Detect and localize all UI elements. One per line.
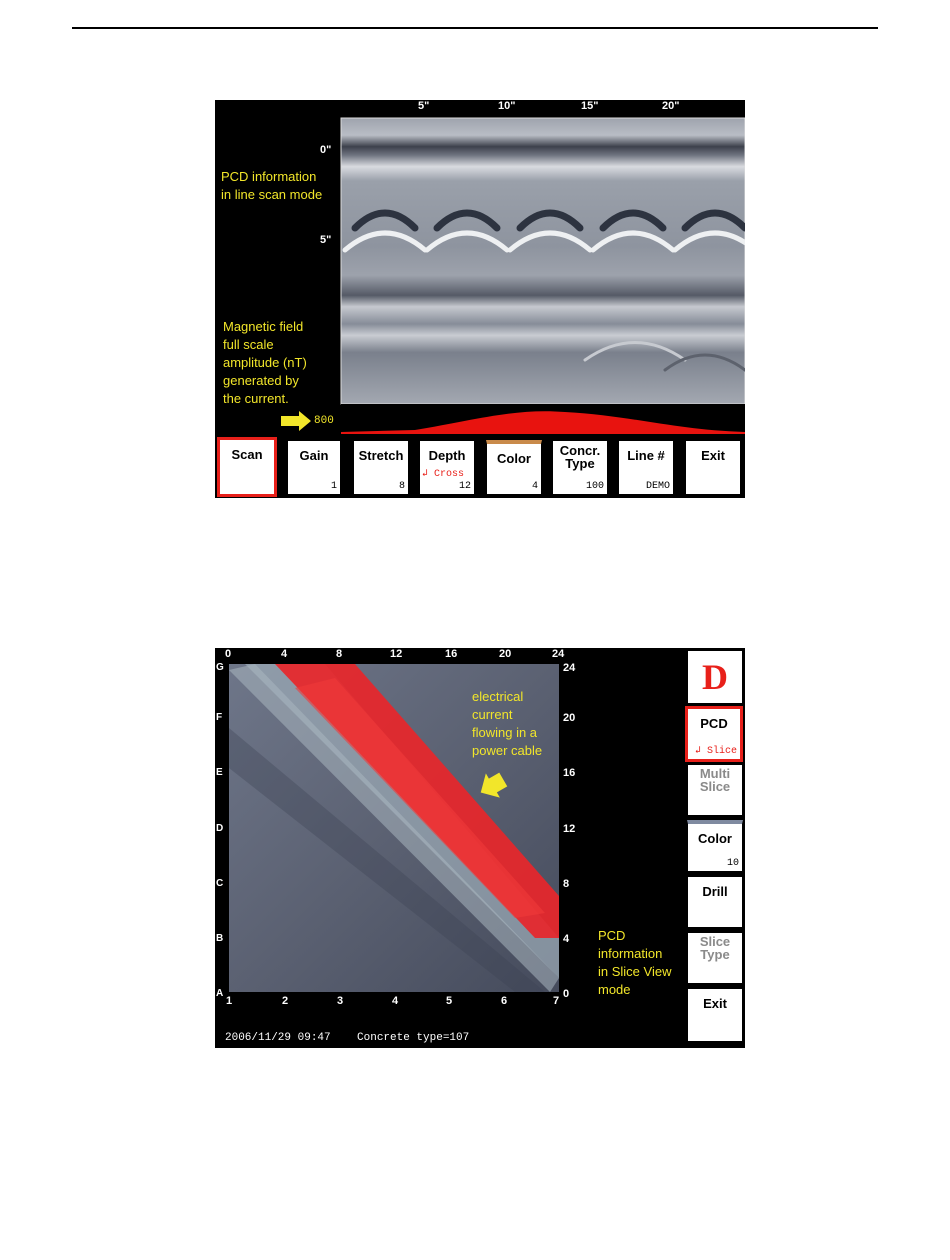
left-tick-f: F [216, 712, 223, 723]
pcd-slice-view-annotation: PCD information in Slice View mode [598, 928, 672, 997]
header-rule [72, 27, 878, 29]
x-tick-10: 10" [498, 100, 516, 112]
color-button-slice[interactable]: Color 10 [687, 820, 743, 872]
d-logo: D [702, 657, 728, 697]
depth-button[interactable]: Depth ↲ Cross 12 [419, 440, 475, 495]
left-tick-c: C [216, 878, 224, 889]
magnetic-field-annotation: Magnetic field full scale amplitude (nT) generated by the current. [223, 319, 307, 406]
slice-view-screen [215, 648, 745, 1048]
top-tick-16: 16 [445, 648, 458, 660]
line-number-button[interactable]: Line # DEMO [618, 440, 674, 495]
line-scan-image [215, 100, 745, 498]
right-tick-24: 24 [563, 662, 576, 674]
x-tick-20: 20" [662, 100, 680, 112]
top-tick-8: 8 [336, 648, 343, 660]
x-tick-5: 5" [418, 100, 430, 112]
bottom-tick-4: 4 [392, 995, 399, 1007]
bottom-tick-7: 7 [553, 995, 560, 1007]
drill-button[interactable]: Drill [687, 876, 743, 928]
status-line: 2006/11/29 09:47 Concrete type=107 [225, 1032, 470, 1044]
top-tick-20: 20 [499, 648, 512, 660]
right-tick-16: 16 [563, 767, 576, 779]
right-tick-4: 4 [563, 933, 570, 945]
x-tick-15: 15" [581, 100, 599, 112]
y-tick-5: 5" [320, 234, 332, 246]
d-logo-button[interactable] [687, 650, 743, 704]
pcd-button[interactable]: PCD ↲ Slice [685, 706, 743, 762]
right-tick-8: 8 [563, 878, 570, 890]
color-button[interactable]: Color 4 [486, 440, 542, 495]
right-tick-20: 20 [563, 712, 576, 724]
left-tick-a: A [216, 988, 224, 999]
left-tick-e: E [216, 767, 223, 778]
gain-button[interactable]: Gain 1 [287, 440, 341, 495]
exit-button-slice[interactable]: Exit [687, 988, 743, 1042]
line-scan-screen [215, 100, 745, 498]
bottom-tick-2: 2 [282, 995, 289, 1007]
scan-button[interactable]: Scan [217, 437, 277, 497]
bottom-tick-1: 1 [226, 995, 233, 1007]
left-tick-d: D [216, 823, 224, 834]
amplitude-value: 800 [314, 415, 334, 427]
top-tick-0: 0 [225, 648, 232, 660]
pcd-line-scan-annotation: PCD information in line scan mode [221, 169, 323, 202]
right-tick-12: 12 [563, 823, 576, 835]
stretch-button[interactable]: Stretch 8 [353, 440, 409, 495]
bottom-tick-3: 3 [337, 995, 344, 1007]
top-tick-4: 4 [281, 648, 288, 660]
top-tick-12: 12 [390, 648, 403, 660]
left-tick-b: B [216, 933, 224, 944]
bottom-tick-5: 5 [446, 995, 453, 1007]
left-tick-g: G [216, 662, 224, 673]
concrete-type-button[interactable]: Concr. Type 100 [552, 440, 608, 495]
electrical-current-annotation: electrical current flowing in a power cable [472, 689, 543, 758]
multi-slice-button[interactable]: Multi Slice [687, 764, 743, 816]
bottom-tick-6: 6 [501, 995, 508, 1007]
right-tick-0: 0 [563, 988, 570, 1000]
top-tick-24: 24 [552, 648, 565, 660]
slice-type-button[interactable]: Slice Type [687, 932, 743, 984]
y-tick-0: 0" [320, 144, 332, 156]
exit-button[interactable]: Exit [685, 440, 741, 495]
